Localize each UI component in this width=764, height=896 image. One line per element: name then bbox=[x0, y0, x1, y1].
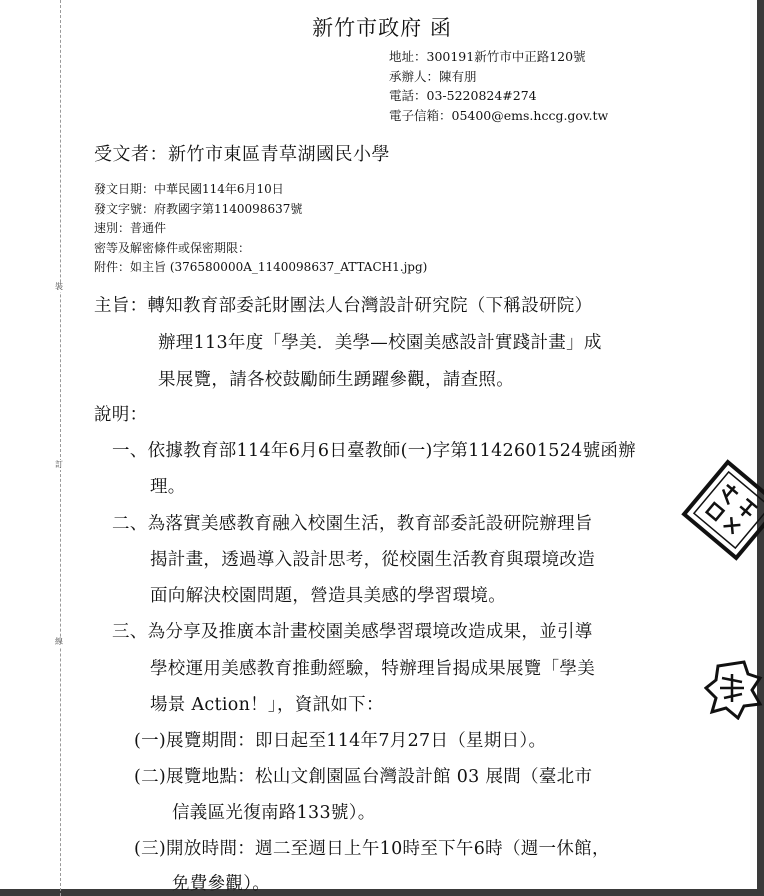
secondary-seal-stamp bbox=[704, 660, 764, 720]
sender-handler: 承辦人：陳有朋 bbox=[389, 68, 477, 84]
window-bottom-border bbox=[0, 889, 764, 896]
binding-label-bottom: 線 bbox=[55, 637, 63, 646]
item1-line-1: 一、依據教育部114年6月6日臺教師(一)字第1142601524號函辦 bbox=[112, 441, 636, 461]
explanation-heading: 說明： bbox=[94, 405, 148, 425]
binding-label-top: 裝 bbox=[55, 282, 63, 291]
sender-info bbox=[389, 47, 608, 125]
sender-email: 電子信箱：05400@ems.hccg.gov.tw bbox=[389, 107, 609, 123]
subject-line-2: 辦理113年度「學美．美學—校園美感設計實踐計畫」成 bbox=[158, 333, 602, 353]
document-meta bbox=[94, 180, 427, 278]
item3-line-2: 學校運用美感教育推動經驗，特辦理旨揭成果展覽「學美 bbox=[150, 659, 595, 679]
sub1-line-1: (一)展覽期間：即日起至114年7月27日（星期日）。 bbox=[134, 731, 547, 751]
item2-line-3: 面向解決校園問題，營造具美感的學習環境。 bbox=[150, 586, 506, 606]
sub2-line-1: (二)展覽地點：松山文創園區台灣設計館 03 展間（臺北市 bbox=[134, 767, 593, 787]
subject-line-1: 主旨：轉知教育部委託財團法人台灣設計研究院（下稱設研院） bbox=[94, 296, 593, 316]
item3-line-1: 三、為分享及推廣本計畫校園美感學習環境改造成果，並引導 bbox=[112, 622, 593, 642]
meta-speed: 速別：普通件 bbox=[94, 221, 167, 235]
binding-label-middle: 訂 bbox=[55, 460, 63, 469]
meta-date: 發文日期：中華民國114年6月10日 bbox=[94, 182, 284, 196]
recipient: 受文者：新竹市東區青草湖國民小學 bbox=[94, 144, 390, 165]
meta-attachment: 附件：如主旨 (376580000A_1140098637_ATTACH1.jpg) bbox=[94, 260, 428, 274]
official-seal-stamp bbox=[676, 454, 764, 567]
window-right-border bbox=[757, 0, 764, 896]
item1-line-2: 理。 bbox=[150, 477, 186, 497]
sender-phone: 電話：03-5220824#274 bbox=[389, 88, 537, 103]
item3-line-3: 場景 Action！」，資訊如下： bbox=[150, 695, 384, 715]
sub2-line-2: 信義區光復南路133號）。 bbox=[172, 803, 376, 823]
sub3-line-1: (三)開放時間：週二至週日上午10時至下午6時（週一休館， bbox=[134, 839, 610, 859]
meta-secrecy: 密等及解密條件或保密期限： bbox=[94, 240, 251, 255]
item2-line-1: 二、為落實美感教育融入校園生活，教育部委託設研院辦理旨 bbox=[112, 514, 593, 534]
sender-address: 地址：300191新竹市中正路120號 bbox=[389, 49, 586, 64]
subject-line-3: 果展覽，請各校鼓勵師生踴躍參觀，請查照。 bbox=[158, 370, 514, 390]
binding-line bbox=[60, 0, 61, 896]
document-title: 新竹市政府 函 bbox=[312, 16, 452, 40]
item2-line-2: 揭計畫，透過導入設計思考，從校園生活教育與環境改造 bbox=[150, 550, 595, 570]
meta-doc-number: 發文字號：府教國字第1140098637號 bbox=[94, 201, 303, 216]
sub3-line-2: 免費參觀）。 bbox=[172, 874, 271, 894]
